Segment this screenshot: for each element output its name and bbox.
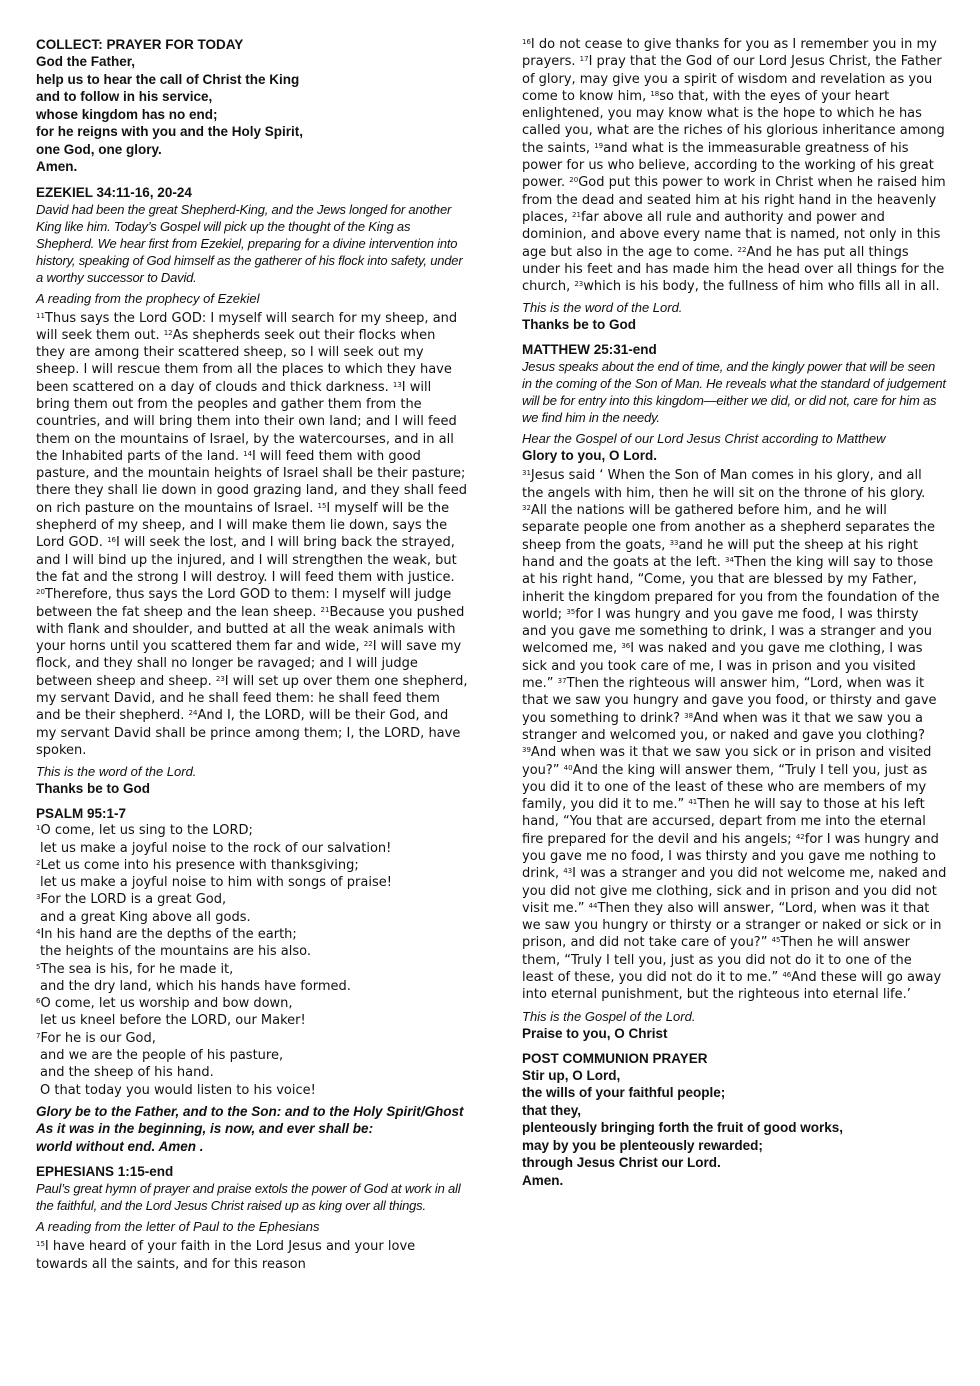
verse-text: Then they also will answer, “Lord, when was it that we saw you hungry or thirsty or a stranger or naked or sick or in prison, and did not take care of you?” — [522, 900, 942, 951]
verse-number: 36 — [621, 642, 631, 651]
verse-number: 4 — [36, 928, 41, 936]
psalm-line — [36, 978, 468, 995]
matthew-lead-response: Glory to you, O Lord. — [522, 448, 657, 464]
matthew-reading — [522, 467, 947, 1003]
collect-line: for he reigns with you and the Holy Spirit, — [36, 124, 304, 139]
verse-text: I pray that the God of our Lord Jesus Christ, the Father of glory, may give you a spirit of wisdom and revelation as you come to know him, — [522, 54, 942, 104]
verse-text: and he will put the sheep at his right hand and the goats at the left. — [522, 537, 919, 570]
verse-number: 38 — [684, 711, 694, 720]
verse-text: Therefore, thus says the Lord GOD to them: I myself will judge between the fat sheep and the lean sheep. — [36, 587, 452, 620]
ezekiel-response: Thanks be to God — [36, 781, 151, 797]
verse-number: 44 — [588, 901, 598, 910]
verse-text: I will bring them out from the peoples and gather them from the countries, and will bring them into their own land; and I will feed them on the mountains of Israel, by the watercourses, and in all the Inhabited parts of the land. — [36, 379, 457, 464]
verse-text: Thus says the Lord GOD: I myself will search for my sheep, and will seek them out. — [36, 310, 458, 343]
verse-text: I have heard of your faith in the Lord Jesus and your love towards all the saints, and for this reason — [36, 1239, 416, 1272]
verse-text: And the king will answer them, “Truly I tell you, just as you did it to one of the least of these who are members of my family, you did it to me.” — [522, 762, 928, 813]
verse-number: 31 — [522, 469, 531, 478]
verse-number: 17 — [579, 55, 589, 64]
verse-text: which is his body, the fullness of him who fills all in all. — [583, 279, 940, 295]
verse-number: 3 — [36, 893, 41, 902]
post-communion-line: through Jesus Christ our Lord. — [522, 1155, 721, 1171]
matthew-heading: MATTHEW 25:31-end — [522, 342, 657, 358]
verse-text: I was a stranger and you did not welcome me, naked and you did not give me clothing, sick and in prison and you did not visit me.” — [522, 866, 947, 916]
matthew-section — [522, 341, 947, 1041]
psalm-line — [36, 1064, 468, 1081]
verse-text: I will seek the lost, and I will bring back the strayed, and I will bind up the injured, and I will strengthen the weak, but the fat and the strong I will destroy. I will feed them with justice. — [36, 535, 457, 585]
verse-text: Because you pushed with flank and shoulder, and butted at all the weak animals with your horns until you scattered them far and wide, — [36, 604, 465, 655]
ezekiel-closing: This is the word of the Lord. — [36, 764, 197, 780]
verse-number: 18 — [650, 89, 660, 98]
psalm-line — [36, 995, 468, 1012]
psalm-line-text: For the LORD is a great God, — [40, 892, 227, 908]
psalm-text — [36, 822, 468, 1099]
psalm-line-text: O come, let us worship and bow down, — [40, 996, 293, 1012]
ezekiel-section — [36, 184, 468, 798]
collect-line: and to follow in his service, — [36, 89, 213, 104]
collect-line: one God, one glory. — [36, 141, 162, 157]
verse-number: 21 — [320, 605, 330, 614]
psalm-line-text: let us make a joyful noise to the rock of our salvation! — [40, 840, 392, 856]
post-communion-line: that they, — [522, 1102, 582, 1118]
left-column — [36, 36, 468, 1281]
verse-text: Then he will say to those at his left hand, “You that are accursed, depart from me into the eternal fire prepared for the devil and his angels; — [522, 797, 926, 847]
psalm-line — [36, 822, 468, 839]
psalm-line-text: O come, let us sing to the LORD; — [40, 823, 253, 839]
verse-number: 22 — [363, 640, 373, 649]
psalm-line — [36, 840, 468, 857]
ezekiel-intro: David had been the great Shepherd-King, and the Jews longed for another King like him. Today’s Gospel will pick up the thought of the King as Shepherd. We hear first from Ezekiel, preparing for a divine intervention into history, speaking of God himself as the gatherer of his flock into safety, under a worthy successor to David. — [36, 201, 463, 285]
verse-text: God put this power to work in Christ when he raised him from the dead and seated him at his right hand in the heavenly places, — [522, 175, 946, 225]
ephesians-lead: A reading from the letter of Paul to the Ephesians — [36, 1219, 320, 1235]
psalm-line — [36, 943, 468, 960]
psalm-line — [36, 1012, 468, 1029]
gloria-line: world without end. Amen . — [36, 1138, 204, 1154]
verse-number: 33 — [669, 538, 679, 547]
verse-number: 41 — [688, 798, 698, 807]
psalm-line-text: For he is our God, — [40, 1030, 156, 1046]
ephesians-reading-cont — [522, 36, 947, 295]
psalm-line — [36, 891, 468, 908]
verse-number: 11 — [36, 311, 45, 320]
ephesians-section — [36, 1163, 468, 1273]
ephesians-reading-start — [36, 1238, 468, 1273]
psalm-section — [36, 805, 468, 1155]
post-communion-section — [522, 1050, 947, 1190]
gloria-line: Glory be to the Father, and to the Son: and to the Holy Spirit/Ghost — [36, 1103, 464, 1119]
gloria — [36, 1103, 468, 1156]
right-column — [522, 36, 947, 1197]
psalm-line-text: let us kneel before the LORD, our Maker! — [40, 1013, 306, 1029]
psalm-line — [36, 1082, 468, 1099]
psalm-line — [36, 1047, 468, 1064]
post-communion-prayer — [522, 1067, 947, 1190]
psalm-line — [36, 874, 468, 891]
verse-number: 45 — [771, 936, 781, 945]
verse-number: 7 — [36, 1031, 41, 1040]
verse-number: 1 — [36, 824, 41, 833]
verse-text: And when was it that we saw you sick or in prison and visited you?” — [522, 745, 932, 778]
verse-text: I myself will be the shepherd of my sheep, and I will make them lie down, says the Lord GOD. — [36, 500, 450, 551]
post-communion-line: the wills of your faithful people; — [522, 1085, 726, 1101]
collect-line: help us to hear the call of Christ the King — [36, 71, 300, 87]
psalm-heading: PSALM 95:1-7 — [36, 806, 127, 822]
post-communion-heading: POST COMMUNION PRAYER — [522, 1050, 708, 1066]
psalm-line-text: let us make a joyful noise to him with songs of praise! — [40, 875, 392, 891]
verse-text: for I was hungry and you gave me no food, I was thirsty and you gave me nothing to drink, — [522, 831, 939, 882]
collect-prayer — [36, 53, 468, 176]
verse-number: 40 — [563, 763, 573, 772]
matthew-closing: This is the Gospel of the Lord. — [522, 1008, 696, 1024]
ephesians-heading: EPHESIANS 1:15-end — [36, 1164, 174, 1180]
verse-number: 34 — [725, 555, 734, 564]
verse-text: Then he will answer them, “Truly I tell you, just as you did not do it to one of the least of these, you did not do it to me.” — [522, 935, 912, 986]
verse-text: and what is the immeasurable greatness of his power for us who believe, according to the working of his great power. — [522, 140, 934, 191]
verse-number: 20 — [569, 176, 579, 185]
verse-text: I was naked and you gave me clothing, I was sick and you took care of me, I was in prison and you visited me.” — [522, 641, 923, 692]
verse-text: I will set up over them one shepherd, my servant David, and he shall feed them: he shall feed them and be their shepherd. — [36, 673, 468, 724]
psalm-line — [36, 857, 468, 874]
verse-number: 21 — [572, 210, 581, 219]
verse-number: 32 — [522, 504, 531, 513]
verse-number: 19 — [594, 141, 604, 150]
psalm-line — [36, 926, 468, 943]
verse-text: I will feed them with good pasture, and the mountain heights of Israel shall be their pasture; there they shall lie down in good grazing land, and they shall feed on rich pasture on the mountains of Israel. — [36, 448, 467, 516]
verse-text: Then the king will say to those at his right hand, “Come, you that are blessed by my Father, inherit the kingdom prepared for you from the foundation of the world; — [522, 554, 940, 622]
verse-number: 20 — [36, 588, 45, 597]
verse-number: 15 — [317, 501, 327, 510]
verse-number: 24 — [188, 709, 198, 718]
ephesians-closing: This is the word of the Lord. — [522, 300, 683, 316]
verse-text: All the nations will be gathered before him, and he will separate people one from another as a shepherd separates the sheep from the goats, — [522, 503, 936, 553]
verse-number: 13 — [392, 380, 402, 389]
psalm-line-text: O that today you would listen to his voice! — [40, 1082, 316, 1098]
psalm-line — [36, 1030, 468, 1047]
psalm-line-text: and the dry land, which his hands have formed. — [40, 978, 351, 994]
verse-number: 42 — [795, 832, 805, 841]
verse-text: And he has put all things under his feet and has made him the head over all things for the church, — [522, 244, 945, 295]
verse-text: so that, with the eyes of your heart enlightened, you may know what is the hope to which he has called you, what are the riches of his glorious inheritance among the saints, — [522, 88, 945, 156]
matthew-lead: Hear the Gospel of our Lord Jesus Christ according to Matthew — [522, 431, 886, 447]
verse-number: 12 — [163, 328, 173, 337]
psalm-line-text: In his hand are the depths of the earth; — [40, 927, 297, 942]
verse-text: I do not cease to give thanks for you as I remember you in my prayers. — [522, 37, 937, 70]
verse-number: 22 — [737, 245, 747, 254]
psalm-line — [36, 961, 468, 978]
post-communion-line: Amen. — [522, 1172, 564, 1188]
verse-number: 14 — [243, 449, 253, 458]
verse-text: And when was it that we saw you a stranger and welcomed you, or naked and gave you clothing? — [522, 710, 926, 743]
collect-heading: COLLECT: PRAYER FOR TODAY — [36, 37, 244, 52]
verse-text: for I was hungry and you gave me food, I was thirsty and you gave me something to drink, I was a stranger and you welcomed me, — [522, 606, 933, 657]
collect-line: God the Father, — [36, 54, 136, 69]
verse-text: As shepherds seek out their flocks when they are among their scattered sheep, so I will seek out my sheep. I will rescue them from all the places to which they have been scattered on a day of clouds and thick darkness. — [36, 327, 452, 395]
psalm-line-text: The sea is his, for he made it, — [40, 961, 234, 977]
verse-number: 23 — [574, 280, 584, 289]
psalm-line-text: Let us come into his presence with thanksgiving; — [40, 857, 359, 873]
verse-text: Jesus said ‘ When the Son of Man comes in his glory, and all the angels with him, then he will sit on the throne of his glory. — [522, 468, 926, 501]
verse-text: And these will go away into eternal punishment, but the righteous into eternal life.’ — [522, 970, 942, 1003]
verse-number: 43 — [563, 867, 573, 876]
verse-number: 5 — [36, 962, 41, 971]
ezekiel-heading: EZEKIEL 34:11-16, 20-24 — [36, 184, 192, 200]
post-communion-line: plenteously bringing forth the fruit of good works, — [522, 1120, 843, 1136]
verse-number: 23 — [215, 674, 225, 683]
verse-text: And I, the LORD, will be their God, and my servant David shall be prince among them; I, the LORD, have spoken. — [36, 708, 461, 758]
verse-number: 15 — [36, 1240, 45, 1249]
ezekiel-reading — [36, 310, 468, 760]
verse-number: 37 — [557, 677, 567, 686]
matthew-response: Praise to you, O Christ — [522, 1025, 668, 1041]
ephesians-response: Thanks be to God — [522, 317, 637, 333]
ezekiel-lead: A reading from the prophecy of Ezekiel — [36, 290, 260, 306]
verse-number: 16 — [107, 536, 116, 545]
psalm-line — [36, 909, 468, 926]
verse-number: 16 — [522, 38, 531, 46]
matthew-intro: Jesus speaks about the end of time, and the kingly power that will be seen in the coming of the Son of Man. He reveals what the standard of judgement will be for entry into this kingdom—either we did, or did not, care for him as we find him in the needy. — [522, 359, 946, 426]
ephesians-continued — [522, 36, 947, 333]
verse-text: I will save my flock, and they shall no longer be ravaged; and I will judge between sheep and sheep. — [36, 639, 462, 689]
psalm-line-text: and the sheep of his hand. — [40, 1065, 214, 1081]
verse-number: 2 — [36, 858, 41, 867]
collect-section — [36, 36, 468, 176]
verse-number: 35 — [566, 607, 576, 616]
verse-number: 6 — [36, 997, 41, 1006]
post-communion-line: Stir up, O Lord, — [522, 1067, 621, 1083]
psalm-line-text: and we are the people of his pasture, — [40, 1048, 284, 1064]
verse-text: far above all rule and authority and power and dominion, and above every name that is named, not only in this age but also in the age to come. — [522, 209, 941, 260]
post-communion-line: may by you be plenteously rewarded; — [522, 1137, 763, 1153]
ephesians-intro: Paul’s great hymn of prayer and praise extols the power of God at work in all the faithful, and the Lord Jesus Christ raised up as king over all things. — [36, 1181, 461, 1214]
verse-number: 39 — [522, 746, 531, 755]
verse-number: 46 — [782, 971, 792, 980]
verse-text: Then the righteous will answer him, “Lord, when was it that we saw you hungry and gave you food, or thirsty and gave you something to drink? — [522, 676, 937, 726]
collect-line: Amen. — [36, 159, 78, 174]
collect-line: whose kingdom has no end; — [36, 106, 218, 122]
gloria-line: As it was in the beginning, is now, and ever shall be: — [36, 1121, 374, 1137]
psalm-line-text: and a great King above all gods. — [40, 909, 251, 925]
psalm-line-text: the heights of the mountains are his also. — [40, 944, 311, 960]
